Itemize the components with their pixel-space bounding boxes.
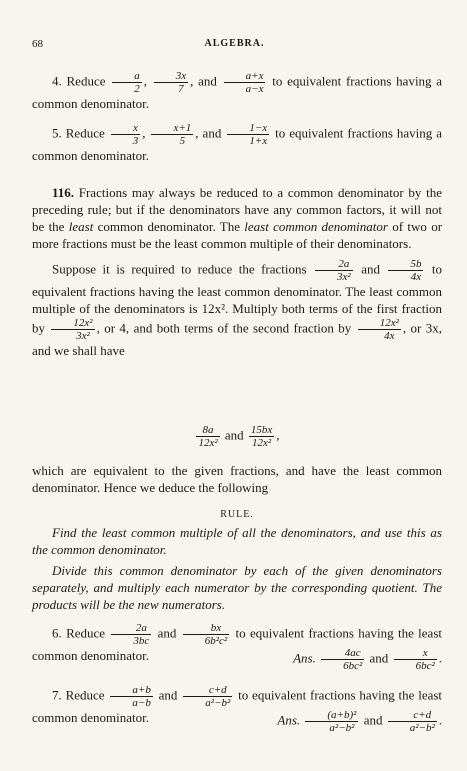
exercise-number: 7. [52,687,62,703]
running-title: ALGEBRA. [204,38,265,49]
fraction: $\frac{c+d}{\text{a²−b²}}$ [183,684,232,709]
fraction: $\frac{\text{12x²}}{4x}$ [358,317,401,342]
rule-heading: RULE. [220,509,254,520]
section-number: 116. [52,185,75,200]
fraction: $\frac{bx}{\text{6b²c²}}$ [183,622,229,647]
exercise-lead: Reduce [66,73,106,89]
exercise-5: 5. Reduce $\frac{x}{3}$ , $\frac{x+1}{5}$ , and $\frac{1-x}{1+x}$ to equivalent fractions having a common denominator. [32,122,443,163]
page-number: 68 [32,38,43,50]
fraction: $\frac{15bx}{\text{12x²}}$ [250,424,273,449]
exercise-6: 6. Reduce $\frac{2a}{3bc}$ and $\frac{bx}{\text{6b²c²}}$ to equivalent fractions having the least common denominator. Ans. $\frac{4ac}{\text{6bc²}}$ and $\frac{x}{\text{6bc²}}$ . [32,622,442,672]
answer: Ans. $\frac{\text{(a+b)²}}{\text{a²−b²}}$ and $\frac{c+d}{\text{a²−b²}}$ . [277,709,442,734]
result-fractions: $\frac{8a}{\text{12x²}}$ and $\frac{15bx}{\text{12x²}}$ , [198,424,280,449]
exercise-7: 7. Reduce $\frac{a+b}{a-b}$ and $\frac{c+d}{\text{a²−b²}}$ to equivalent fractions having the least common denominator. Ans. $\frac{\text{(a+b)²}}{\text{a²−b²}}$ and $\frac{c+d}{\text{a²−b²}}$ . [32,684,443,734]
fraction: $\frac{x}{3}$ [111,122,141,147]
fraction: $\frac{a+x}{a-x}$ [224,70,266,95]
section-116-paragraph-2: Suppose it is required to reduce the fractions $\frac{2a}{\text{3x²}}$ and $\frac{5b}{4x}$ to equivalent fractions having the least common denominator. The least common multiple of the denominators is 12x². Multiply both terms of the first fraction by $\frac{\text{12x²}}{\text{3x²}}$ , or 4, and both terms of the second fraction by $\frac{\text{12x²}}{4x}$ , or 3x, and we shall have [32,258,443,358]
exercise-4: 4. Reduce $\frac{a}{2}$ , $\frac{3x}{7}$ , and $\frac{a+x}{a-x}$ to equivalent fractions having a common denominator. [32,70,443,111]
fraction: $\frac{c+d}{\text{a²−b²}}$ [388,709,437,734]
exercise-text: to equivalent fractions having a common denominator. [32,73,443,111]
fraction: $\frac{2a}{3bc}$ [111,622,151,647]
exercise-text: to equivalent fractions having a common denominator. [32,125,443,163]
fraction: $\frac{x+1}{5}$ [151,122,193,147]
fraction: $\frac{1-x}{1+x}$ [227,122,269,147]
fraction: $\frac{\text{12x²}}{\text{3x²}}$ [51,317,94,342]
fraction: $\frac{2a}{\text{3x²}}$ [315,258,353,283]
fraction: $\frac{x}{\text{6bc²}}$ [394,647,437,672]
section-116-paragraph-1: 116. Fractions may always be reduced to a common denominator by the preceding rule; but if the denominators have any common factors, it will not be the least common denominator. The least common denominator of two or more fractions must be the least common multiple of their denominators. [32,185,443,251]
exercise-lead: Reduce [65,125,105,141]
exercise-number: 5. [52,125,62,141]
page-header [32,38,437,54]
answer: Ans. $\frac{4ac}{\text{6bc²}}$ and $\frac{x}{\text{6bc²}}$ . [293,647,442,672]
fraction: $\frac{\text{(a+b)²}}{\text{a²−b²}}$ [305,709,358,734]
fraction: $\frac{a+b}{a-b}$ [110,684,152,709]
exercise-number: 6. [52,625,62,641]
rule-line-1: Find the least common multiple of all the denominators, and use this as the common denominator. [32,525,442,557]
rule-line-2: Divide this common denominator by each of the given denominators separately, and multiply each numerator by the corresponding quotient. The products will be the new numerators. [32,563,442,612]
fraction: $\frac{3x}{7}$ [154,70,188,95]
section-116-paragraph-3: which are equivalent to the given fractions, and have the least common denominator. Hence we deduce the following [32,463,442,495]
exercise-number: 4. [52,73,62,89]
fraction: $\frac{a}{2}$ [112,70,142,95]
fraction: $\frac{4ac}{\text{6bc²}}$ [321,647,364,672]
fraction: $\frac{8a}{\text{12x²}}$ [198,424,218,449]
fraction: $\frac{5b}{4x}$ [388,258,423,283]
